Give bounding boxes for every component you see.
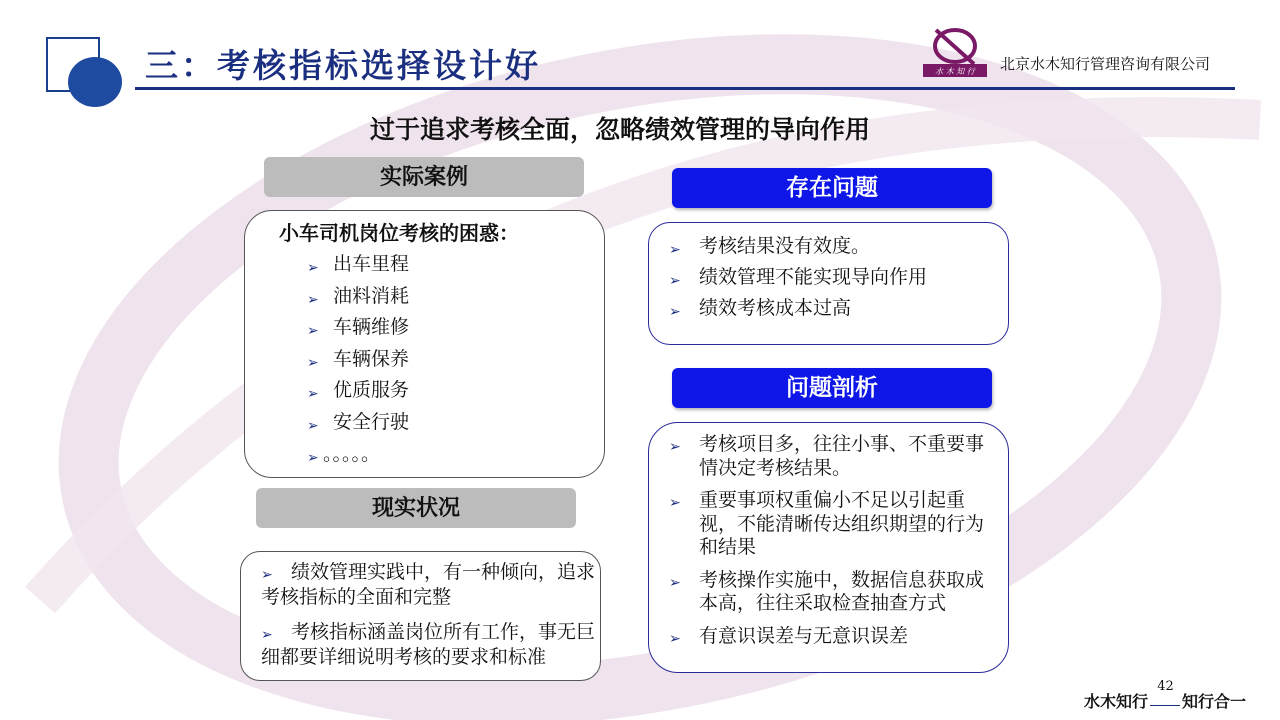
brand-logo-text: 水 木 知 行 (935, 67, 975, 76)
arrow-bullet-icon: ➢ (669, 495, 681, 511)
arrow-bullet-icon: ➢ (307, 417, 319, 434)
list-item: ➢ 出车里程 (307, 251, 409, 283)
list-item: ➢ 车辆维修 (307, 314, 409, 346)
header-divider (135, 87, 1235, 90)
footer-slogan-right: 知行合一 (1182, 692, 1247, 711)
list-item: ➢ 安全行驶 (307, 409, 409, 441)
list-item: ➢ 绩效管理不能实现导向作用 (669, 264, 999, 290)
brand-logo-icon (922, 24, 988, 78)
footer-slogan-left: 水木知行 (1084, 692, 1149, 711)
list-item: ➢ 油料消耗 (307, 283, 409, 315)
arrow-bullet-icon: ➢ (669, 439, 681, 455)
header-circle-decoration (68, 57, 122, 107)
arrow-bullet-icon: ➢ (669, 273, 681, 289)
reality-heading: 现实状况 (256, 488, 576, 528)
list-item: ➢ 考核结果没有效度。 (669, 233, 999, 259)
list-item: ➢ 有意识误差与无意识误差 (669, 625, 999, 649)
list-item: ➢ 优质服务 (307, 377, 409, 409)
reality-list (261, 560, 599, 680)
list-item: ➢ 车辆保养 (307, 346, 409, 378)
arrow-bullet-icon: ➢ (307, 386, 319, 403)
list-item: ➢ 绩效考核成本过高 (669, 295, 999, 321)
list-item: ➢ 考核指标涵盖岗位所有工作，事无巨细都要详细说明考核的要求和标准 (261, 621, 596, 668)
list-item: ➢ 考核操作实施中，数据信息获取成本高，往往采取检查抽查方式 (669, 568, 985, 614)
arrow-bullet-icon: ➢ (669, 574, 681, 591)
list-item: ➢ 绩效管理实践中，有一种倾向，追求考核指标的全面和完整 (261, 561, 596, 608)
company-name: 北京水木知行管理咨询有限公司 (1000, 55, 1211, 73)
page-number-underline (1150, 705, 1180, 706)
list-item: ➢ 重要事项权重偏小不足以引起重视，不能清晰传达组织期望的行为和结果 (669, 489, 985, 558)
arrow-bullet-icon: ➢ (261, 567, 273, 583)
issues-box (648, 222, 1009, 345)
page-title: 三：考核指标选择设计好 (145, 46, 541, 85)
arrow-bullet-icon: ➢ (307, 449, 319, 466)
reality-box (240, 551, 601, 681)
arrow-bullet-icon: ➢ (307, 323, 319, 340)
arrow-bullet-icon: ➢ (669, 304, 681, 320)
arrow-bullet-icon: ➢ (669, 630, 681, 647)
list-item: ➢ 。。。。。 (307, 441, 409, 473)
case-box (244, 210, 605, 478)
analysis-box (648, 422, 1009, 673)
analysis-list (669, 433, 999, 657)
issues-list (669, 233, 999, 326)
list-item: ➢ 考核项目多，往往小事、不重要事情决定考核结果。 (669, 433, 985, 479)
arrow-bullet-icon: ➢ (307, 354, 319, 371)
slide-subtitle: 过于追求考核全面，忽略绩效管理的导向作用 (369, 115, 870, 144)
page-number: 42 (1157, 679, 1174, 694)
arrow-bullet-icon: ➢ (261, 627, 273, 643)
case-heading: 实际案例 (264, 157, 584, 197)
case-title: 小车司机岗位考核的困惑： (279, 221, 519, 245)
issues-heading: 存在问题 (672, 168, 992, 208)
analysis-heading: 问题剖析 (672, 368, 992, 408)
case-list (307, 251, 409, 472)
arrow-bullet-icon: ➢ (307, 260, 319, 276)
arrow-bullet-icon: ➢ (669, 242, 681, 258)
arrow-bullet-icon: ➢ (307, 291, 319, 308)
